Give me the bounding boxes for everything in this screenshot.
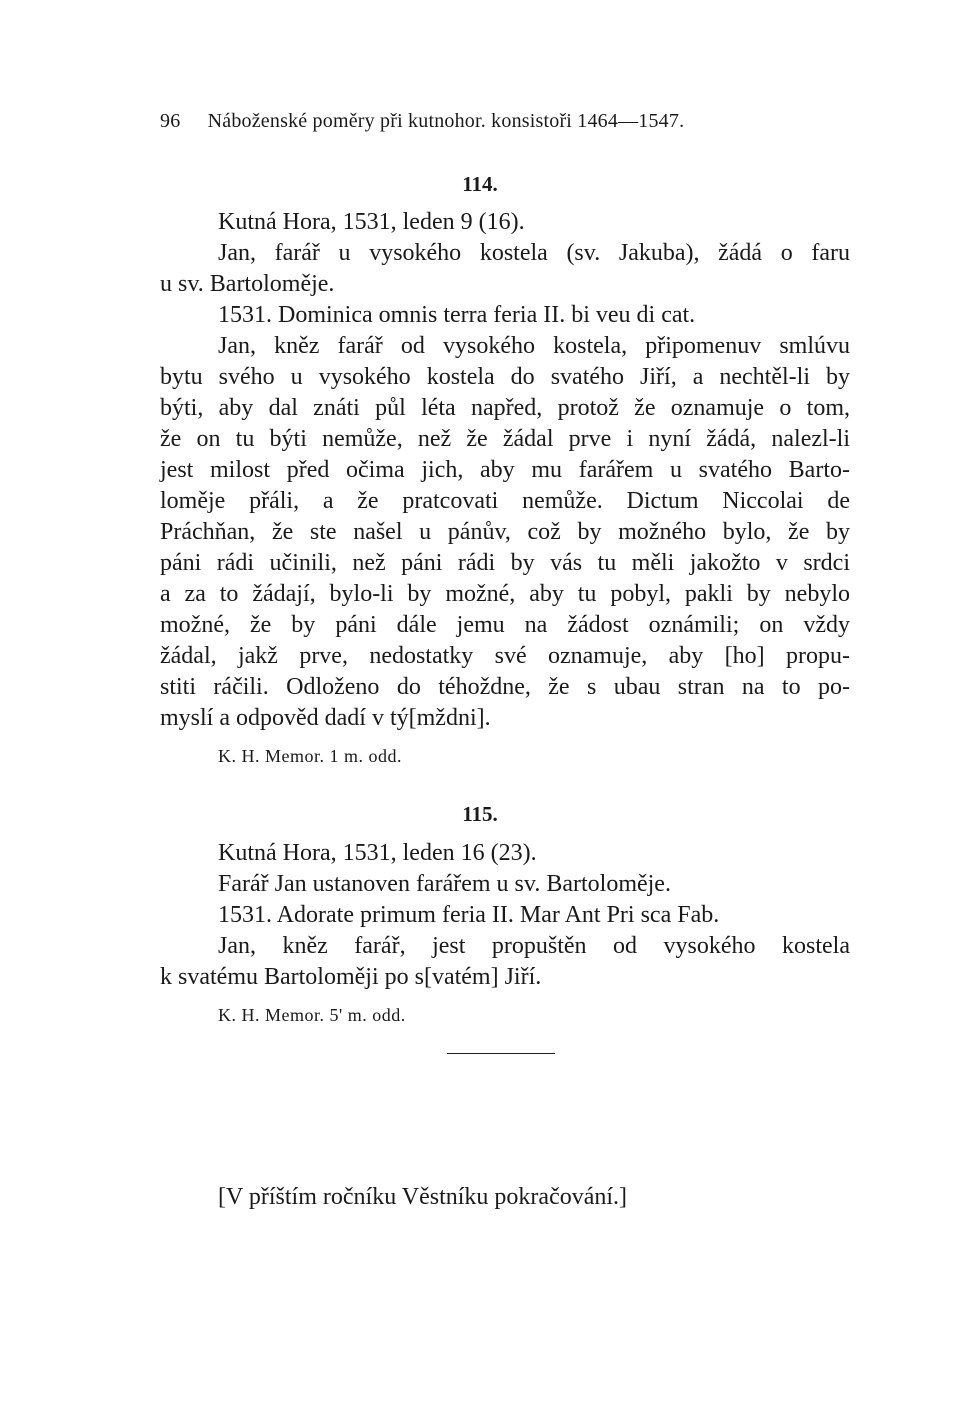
entry-114-summary: Jan, farář u vysokého kostela (sv. Jakuba), žádá o faru (218, 240, 850, 266)
entry-114-source: K. H. Memor. 1 m. odd. (218, 746, 402, 766)
entry-115-source: K. H. Memor. 5' m. odd. (218, 1005, 406, 1025)
entry-114-text-line: loměje přáli, a že pratcovati nemůže. Dictum Niccolai de (160, 488, 850, 514)
entry-114-dating-formula: 1531. Dominica omnis terra feria II. bi veu di cat. (218, 302, 696, 328)
entry-114-text-line: a za to žádají, bylo-li by možné, aby tu pobyl, pakli by nebylo (160, 581, 850, 607)
entry-114-text-line: Jan, kněz farář od vysokého kostela, připomenuv smlúvu (218, 333, 850, 359)
entry-114-heading-place-date: Kutná Hora, 1531, leden 9 (16). (218, 209, 525, 235)
running-title: Náboženské poměry při kutnohor. konsistoři 1464—1547. (207, 110, 685, 132)
entry-114-text-line: myslí a odpověd dadí v tý[mždni]. (160, 705, 491, 731)
entry-115-text-line: k svatému Bartoloměji po s[vatém] Jiří. (160, 964, 542, 990)
entry-114-text-line: stiti ráčili. Odloženo do téhoždne, že s ubau stran na to po- (160, 674, 850, 700)
entry-114-text-line: žádal, jakž prve, nedostatky své oznamuje, aby [ho] propu- (160, 643, 850, 669)
continuation-note: [V příštím ročníku Věstníku pokračování.] (218, 1184, 628, 1210)
entry-115-dating-formula: 1531. Adorate primum feria II. Mar Ant Pri sca Fab. (218, 902, 720, 928)
entry-114-text-line: páni rádi učinili, než páni rádi by vás tu měli jakožto v srdci (160, 550, 850, 576)
entry-114-text-line: bytu svého u vysokého kostela do svatého Jiří, a nechtěl-li by (160, 364, 850, 390)
entry-114-text-line: možné, že by páni dále jemu na žádost oznámili; on vždy (160, 612, 850, 638)
entry-115-text-line: Jan, kněz farář, jest propuštěn od vysokého kostela (218, 933, 850, 959)
running-header (160, 110, 684, 133)
entry-114-text-line: Práchňan, že ste našel u pánův, což by možného bylo, že by (160, 519, 850, 545)
entry-number-115: 115. (462, 802, 498, 826)
entry-number-114: 114. (462, 172, 498, 196)
entry-114-text-line: jest milost před očima jich, aby mu farářem u svatého Barto- (160, 457, 850, 483)
section-divider (447, 1053, 555, 1054)
entry-114-text-line: že on tu býti nemůže, než že žádal prve i nyní žádá, nalezl-li (160, 426, 850, 452)
entry-115-heading-place-date: Kutná Hora, 1531, leden 16 (23). (218, 840, 537, 866)
entry-115-summary: Farář Jan ustanoven farářem u sv. Bartoloměje. (218, 871, 671, 897)
page-number: 96 (160, 110, 181, 132)
entry-114-text-line: býti, aby dal znáti půl léta napřed, protož že oznamuje o tom, (160, 395, 850, 421)
entry-114-summary-cont: u sv. Bartoloměje. (160, 271, 335, 297)
